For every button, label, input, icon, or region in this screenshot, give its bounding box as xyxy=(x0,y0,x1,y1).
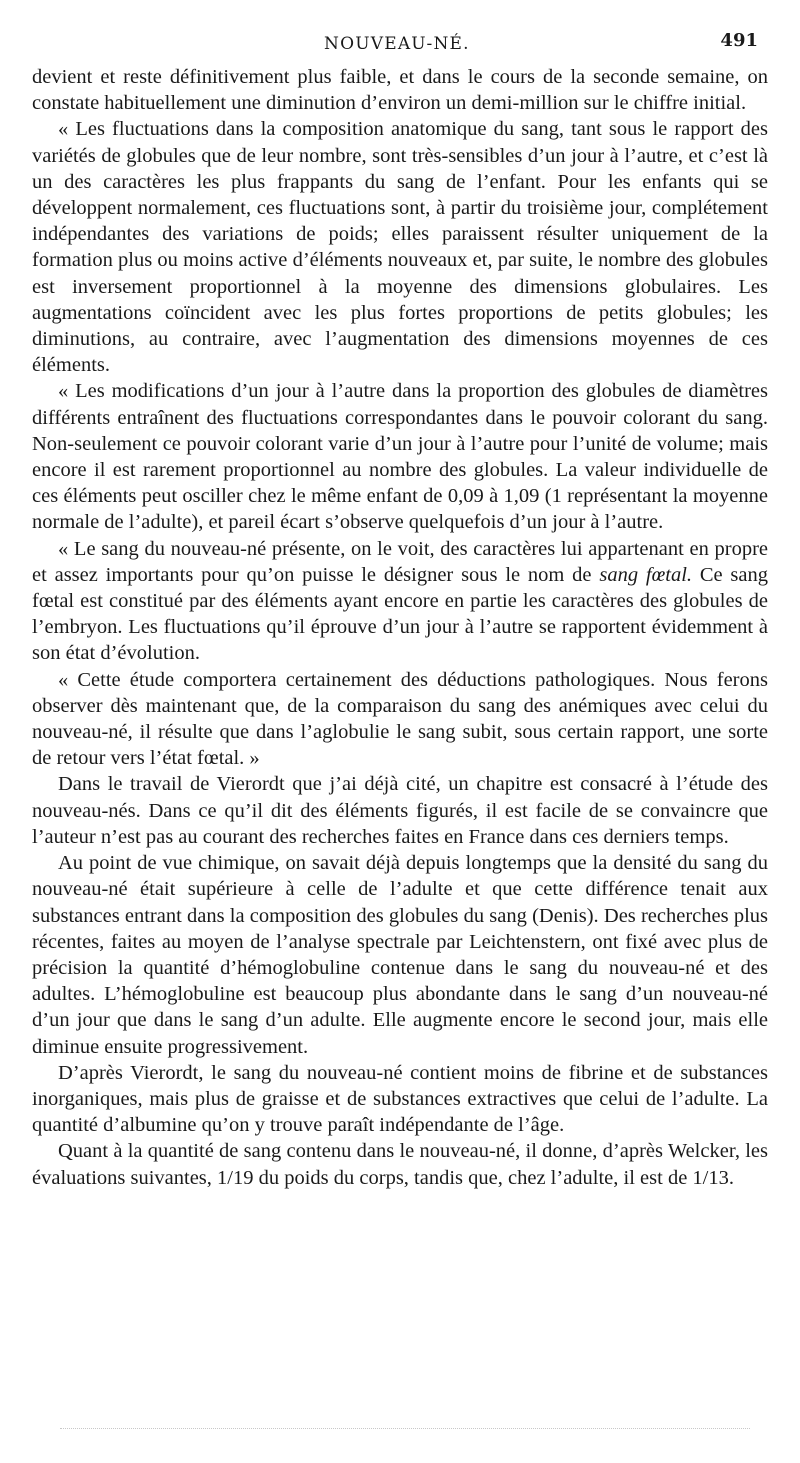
paragraph: « Les fluctuations dans la composition anatomique du sang, tant sous le rapport des variétés de globules que de leur nombre, sont très-sensibles d’un jour à l’autre, et c’est là un des caractères les plus frappants du sang de l’enfant. Pour les enfants qui se développent normalement, ces fluctuations sont, à partir du troisième jour, complétement indépendantes des variations de poids; elles paraissent résulter uniquement de la formation plus ou moins active d’éléments nouveaux et, par suite, le nombre des globules est inversement proportionnel à la moyenne des dimensions globulaires. Les augmentations coïncident avec les plus fortes proportions de petits globules; les diminutions, au contraire, avec l’augmentation des dimensions moyennes de ces éléments. xyxy=(32,118,768,377)
paragraph xyxy=(32,536,768,667)
paragraph: Au point de vue chimique, on savait déjà depuis longtemps que la densité du sang du nouveau-né était supérieure à celle de l’adulte et que cette différence tenait aux substances entrant dans la composition des globules du sang (Denis). Des recherches plus récentes, faites au moyen de l’analyse spectrale par Leichtenstern, ont fixé avec plus de précision la quantité d’hémoglobuline contenue dans le sang du nouveau-né et des adultes. L’hémoglobuline est beaucoup plus abondante dans le sang d’un nouveau-né d’un jour que dans le sang d’un adulte. Elle augmente encore le second jour, mais elle diminue ensuite progressivement. xyxy=(32,852,768,1058)
paragraph: D’après Vierordt, le sang du nouveau-né contient moins de fibrine et de substances inorganiques, mais plus de graisse et de substances extractives que celui de l’adulte. La quantité d’albumine qu’on y trouve paraît indépendante de l’âge. xyxy=(32,1061,768,1137)
paragraph: « Les modifications d’un jour à l’autre dans la proportion des globules de diamètres différents entraînent des fluctuations correspondantes dans le pouvoir colorant du sang. Non-seulement ce pouvoir colorant varie d’un jour à l’autre pour l’unité de volume; mais encore il est rarement proportionnel au nombre des globules. La valeur individuelle de ces éléments peut osciller chez le même enfant de 0,09 à 1,09 (1 représentant la moyenne normale de l’adulte), et pareil écart s’observe quelquefois d’un jour à l’autre. xyxy=(32,380,768,534)
paragraph-text: « Le sang du nouveau-né présente, on le voit, des caractères lui appartenant en propre et assez importants pour qu’on puisse le désigner sous le nom de xyxy=(32,537,768,586)
paragraph: devient et reste définitivement plus faible, et dans le cours de la seconde semaine, on constate habituellement une diminution d’environ un demi-million sur le chiffre initial. xyxy=(32,66,768,115)
paragraph: Dans le travail de Vierordt que j’ai déjà cité, un chapitre est consacré à l’étude des nouveau-nés. Dans ce qu’il dit des éléments figurés, il est facile de se convaincre que l’auteur n’est pas au courant des recherches faites en France dans ces derniers temps. xyxy=(32,773,768,848)
page-header xyxy=(28,30,766,60)
italic-term: sang fœtal. xyxy=(599,563,693,586)
footer-rule xyxy=(60,1428,750,1429)
paragraph: Quant à la quantité de sang contenu dans le nouveau-né, il donne, d’après Welcker, les évaluations suivantes, 1/19 du poids du corps, tandis que, chez l’adulte, il est de 1/13. xyxy=(32,1140,768,1189)
paragraph-text: Ce sang fœtal est constitué par des éléments ayant encore en partie les caractères des globules de l’embryon. Les fluctuations qu’il éprouve d’un jour à l’autre se rapportent évidemment à son état d’évolution. xyxy=(32,563,768,665)
paragraph: « Cette étude comportera certainement des déductions pathologiques. Nous ferons observer dès maintenant que, de la comparaison du sang des anémiques avec celui du nouveau-né, il résulte que dans l’aglobulie le sang subit, sous certain rapport, une sorte de retour vers l’état fœtal. » xyxy=(32,668,768,770)
page-number: 491 xyxy=(720,30,758,51)
page-body xyxy=(32,64,768,1191)
running-head: NOUVEAU-NÉ. xyxy=(324,34,470,54)
